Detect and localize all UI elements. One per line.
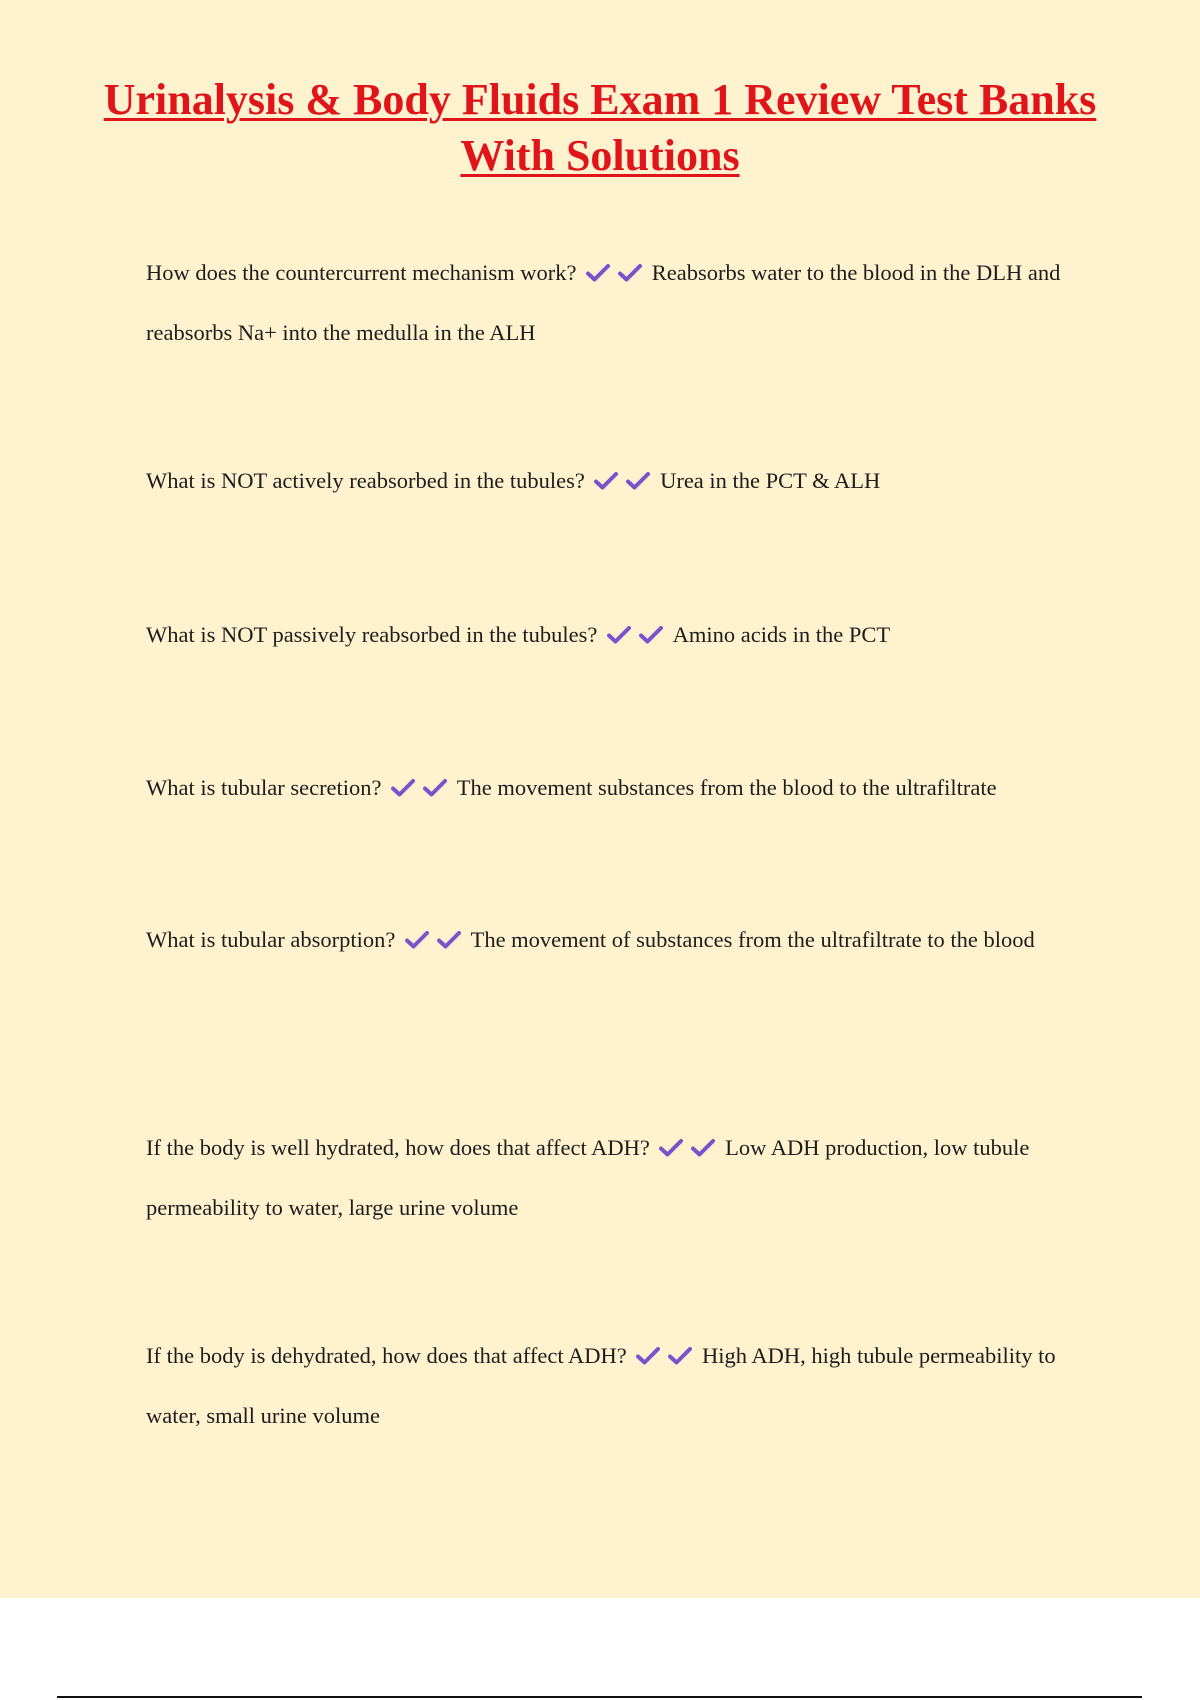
check-icon — [405, 930, 429, 950]
check-icon — [391, 778, 415, 798]
document-title: Urinalysis & Body Fluids Exam 1 Review Test Banks With Solutions — [103, 75, 1097, 180]
answer-text: Urea in the PCT & ALH — [660, 468, 881, 493]
question-text: If the body is well hydrated, how does that affect ADH? — [146, 1135, 650, 1160]
question-text: If the body is dehydrated, how does that affect ADH? — [146, 1343, 627, 1368]
check-icon — [618, 263, 642, 283]
question-text: What is NOT actively reabsorbed in the tubules? — [146, 468, 585, 493]
qa-item — [146, 605, 1096, 665]
check-icon — [594, 471, 618, 491]
answer-text: Amino acids in the PCT — [672, 622, 891, 647]
answer-text: The movement of substances from the ultrafiltrate to the blood — [470, 927, 1035, 952]
question-text: What is tubular secretion? — [146, 775, 382, 800]
qa-item — [146, 1118, 1096, 1238]
qa-item — [146, 758, 1096, 818]
qa-item — [146, 910, 1096, 970]
check-icon — [423, 778, 447, 798]
check-icon — [691, 1138, 715, 1158]
page-divider — [57, 1696, 1142, 1698]
qa-item — [146, 1326, 1096, 1446]
question-text: What is tubular absorption? — [146, 927, 396, 952]
question-text: What is NOT passively reabsorbed in the tubules? — [146, 622, 598, 647]
question-text: How does the countercurrent mechanism work? — [146, 260, 577, 285]
check-icon — [639, 625, 663, 645]
answer-text: Low ADH production, low tubule permeability to water, large urine volume — [146, 1135, 1030, 1220]
qa-item — [146, 243, 1096, 363]
check-icon — [607, 625, 631, 645]
check-icon — [659, 1138, 683, 1158]
answer-text: High ADH, high tubule permeability to water, small urine volume — [146, 1343, 1056, 1428]
answer-text: The movement substances from the blood to the ultrafiltrate — [456, 775, 997, 800]
check-icon — [636, 1346, 660, 1366]
check-icon — [626, 471, 650, 491]
answer-text: Reabsorbs water to the blood in the DLH and reabsorbs Na+ into the medulla in the ALH — [146, 260, 1061, 345]
qa-item — [146, 451, 1096, 511]
check-icon — [586, 263, 610, 283]
check-icon — [437, 930, 461, 950]
check-icon — [668, 1346, 692, 1366]
